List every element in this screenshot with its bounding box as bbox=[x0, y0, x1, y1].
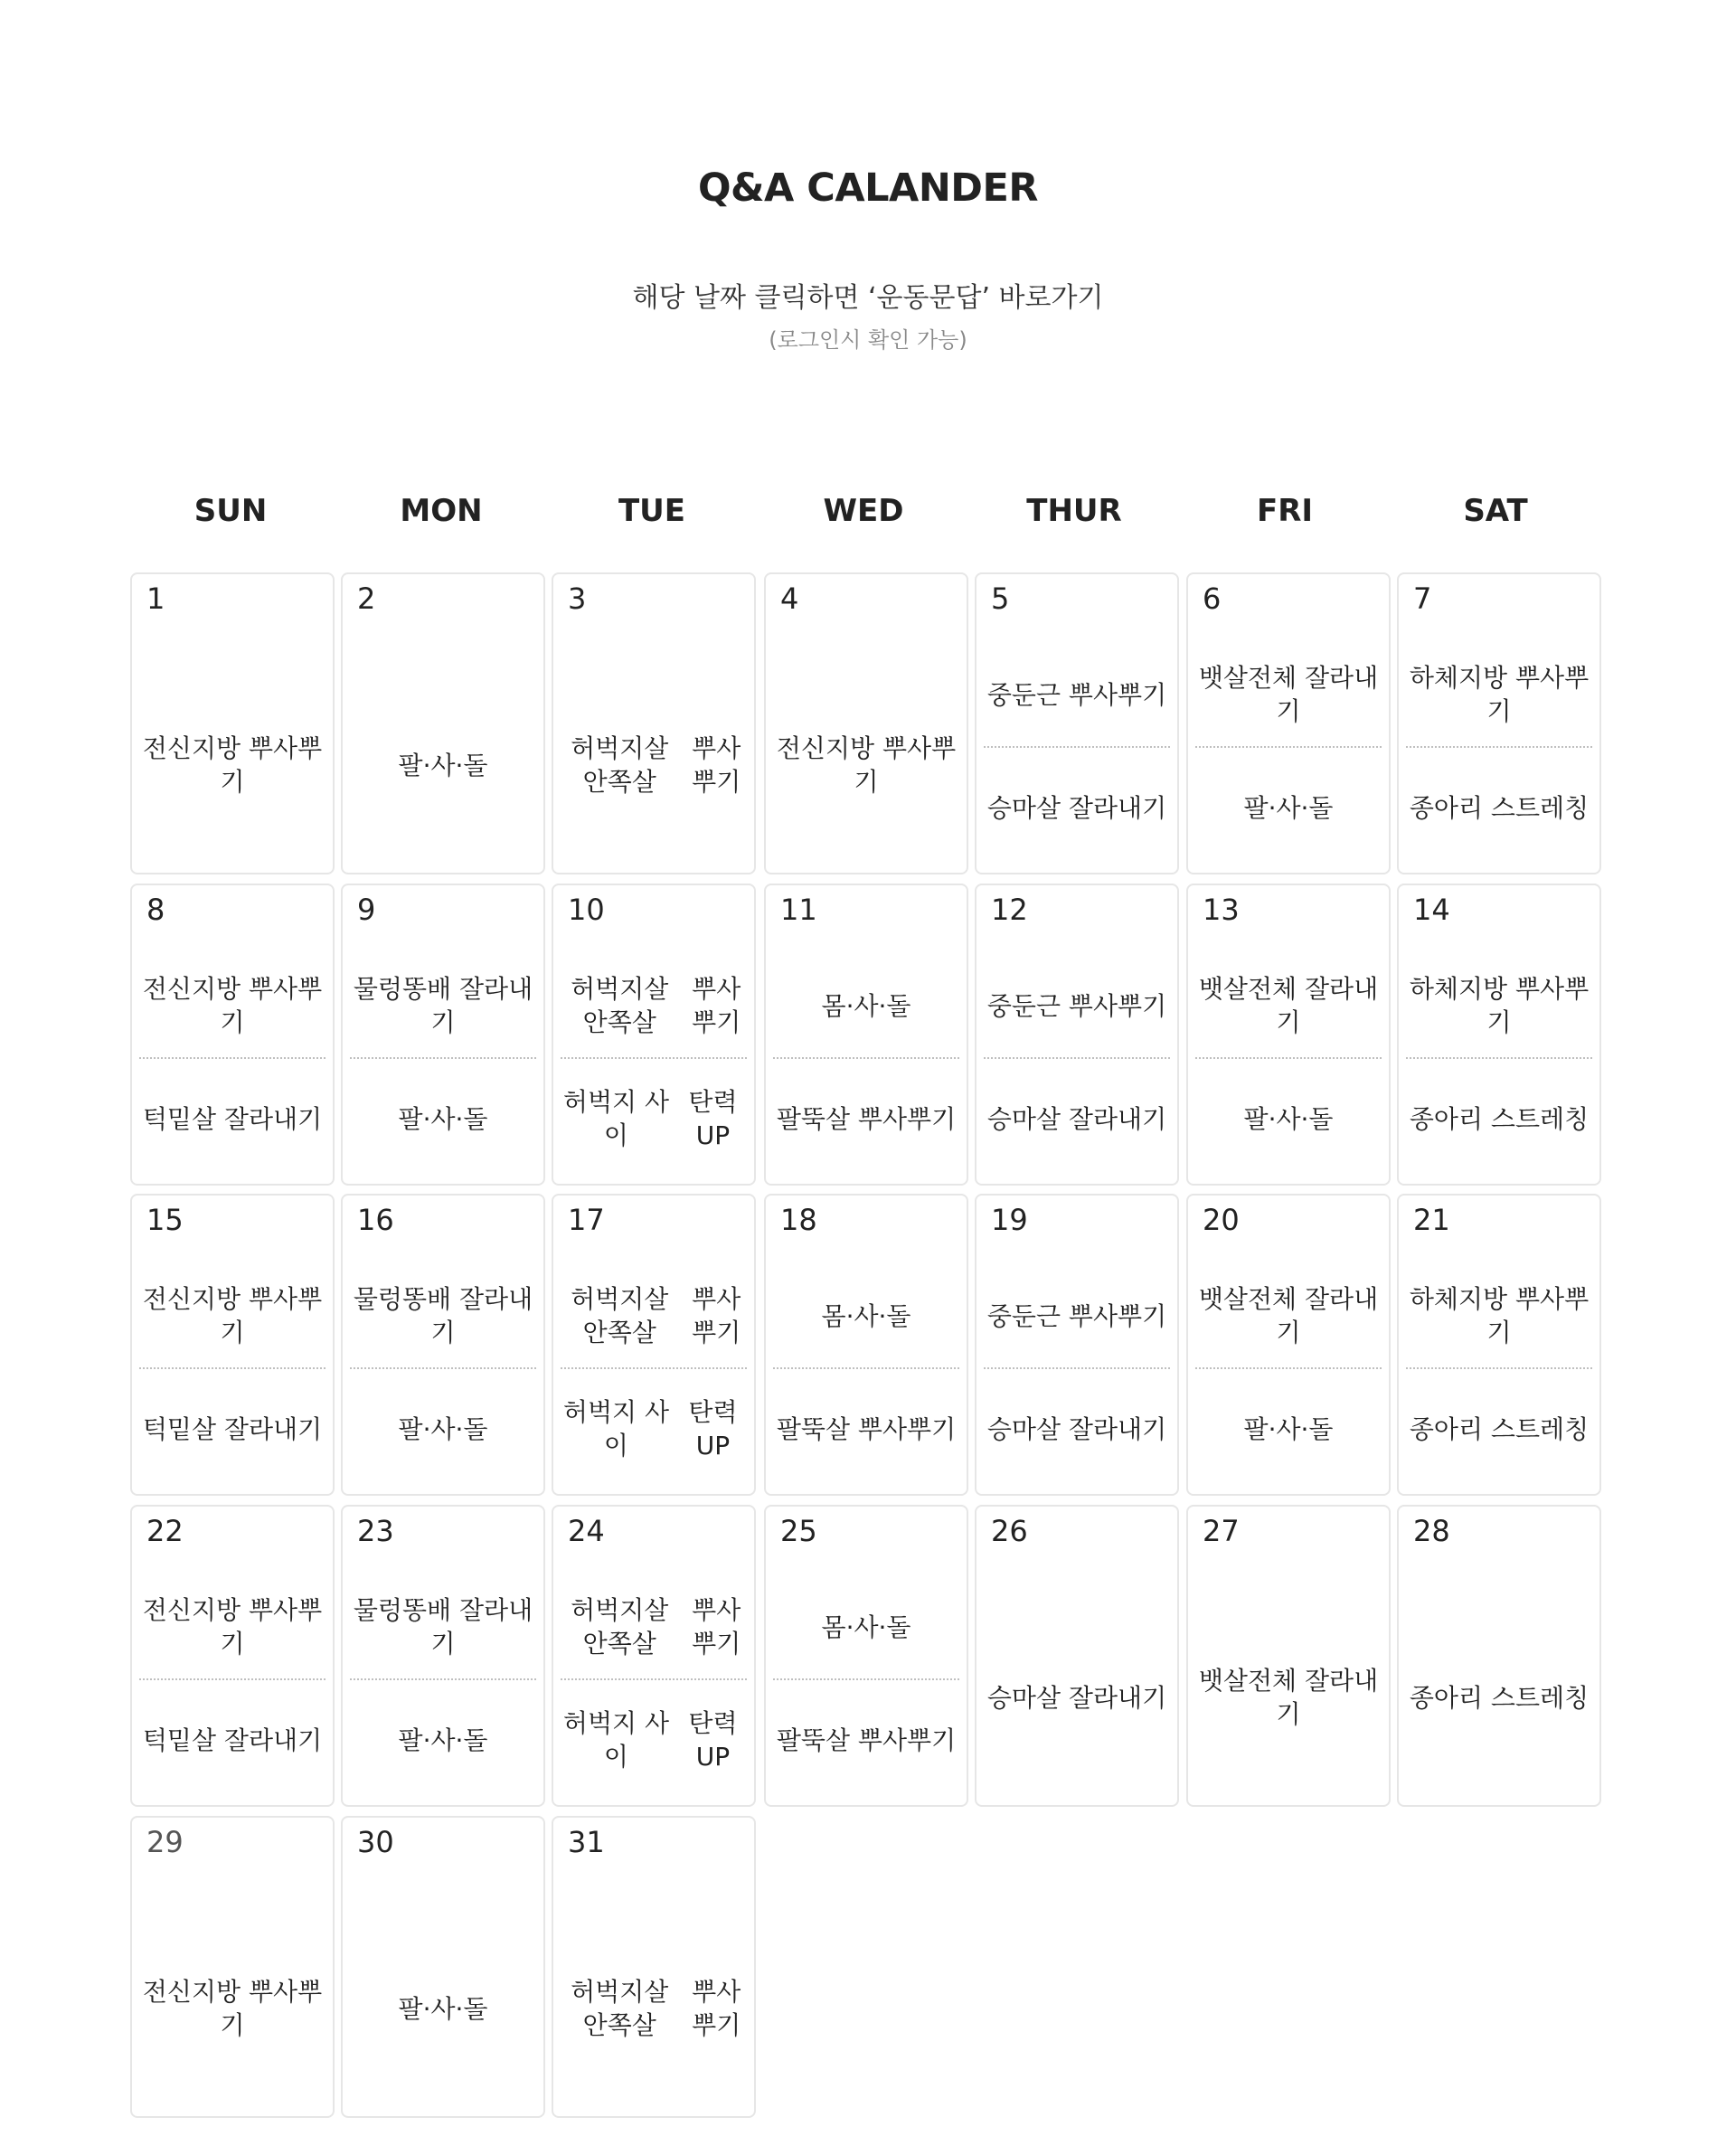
exercise-label-top: 뱃살전체 잘라내기 bbox=[1198, 1284, 1379, 1347]
page-title: Q&A CALANDER bbox=[698, 165, 1038, 211]
exercise-label-bottom: 허벅지 사이 탄력UP bbox=[562, 1087, 738, 1150]
exercise-label: 전신지방 뿌사뿌기 bbox=[142, 733, 323, 797]
exercise-label-bottom: 허벅지 사이 탄력UP bbox=[562, 1397, 738, 1460]
exercise-label: 뱃살전체 잘라내기 bbox=[1198, 1666, 1379, 1729]
exercise-label-top: 물렁똥배 잘라내기 bbox=[353, 974, 533, 1037]
day-number: 16 bbox=[357, 1203, 394, 1237]
dotted-divider bbox=[1406, 746, 1592, 748]
calendar-day-24[interactable] bbox=[552, 1505, 756, 1807]
calendar-day-15[interactable] bbox=[130, 1194, 335, 1496]
exercise-label-top: 뱃살전체 잘라내기 bbox=[1198, 974, 1379, 1037]
dotted-divider bbox=[773, 1367, 959, 1369]
calendar-day-16[interactable] bbox=[341, 1194, 545, 1496]
weekday-mon: MON bbox=[400, 493, 483, 529]
exercise-label-bottom: 팔·사·돌 bbox=[398, 1103, 488, 1134]
exercise-label-bottom: 팔·사·돌 bbox=[398, 1725, 488, 1755]
day-number: 2 bbox=[357, 581, 376, 616]
day-number: 28 bbox=[1413, 1514, 1450, 1548]
dotted-divider bbox=[1195, 746, 1382, 748]
calendar-day-21[interactable] bbox=[1397, 1194, 1601, 1496]
exercise-label-top: 하체지방 뿌사뿌기 bbox=[1409, 1284, 1590, 1347]
weekday-sat: SAT bbox=[1463, 493, 1528, 529]
day-number: 14 bbox=[1413, 893, 1450, 927]
day-number: 23 bbox=[357, 1514, 394, 1548]
calendar-day-3[interactable] bbox=[552, 572, 756, 874]
day-number: 31 bbox=[568, 1825, 605, 1859]
calendar-day-9[interactable] bbox=[341, 884, 545, 1186]
dotted-divider bbox=[561, 1057, 747, 1059]
calendar-day-31[interactable] bbox=[552, 1816, 756, 2118]
dotted-divider bbox=[350, 1678, 536, 1680]
day-number: 20 bbox=[1203, 1203, 1240, 1237]
weekday-tue: TUE bbox=[618, 493, 686, 529]
dotted-divider bbox=[350, 1057, 536, 1059]
exercise-label: 허벅지살 안쪽살 뿌사뿌기 bbox=[571, 1977, 741, 2040]
day-number: 12 bbox=[991, 893, 1028, 927]
calendar-day-12[interactable] bbox=[975, 884, 1179, 1186]
dotted-divider bbox=[1406, 1057, 1592, 1059]
dotted-divider bbox=[773, 1678, 959, 1680]
exercise-label-top: 몸·사·돌 bbox=[821, 1300, 911, 1331]
exercise-label-top: 중둔근 뿌사뿌기 bbox=[986, 679, 1167, 710]
calendar-day-25[interactable] bbox=[764, 1505, 968, 1807]
calendar-day-20[interactable] bbox=[1186, 1194, 1391, 1496]
calendar-day-8[interactable] bbox=[130, 884, 335, 1186]
dotted-divider bbox=[984, 1057, 1170, 1059]
dotted-divider bbox=[984, 1367, 1170, 1369]
day-number: 21 bbox=[1413, 1203, 1450, 1237]
exercise-label-bottom: 종아리 스트레칭 bbox=[1409, 1413, 1590, 1444]
exercise-label: 전신지방 뿌사뿌기 bbox=[142, 1977, 323, 2040]
day-number: 4 bbox=[780, 581, 799, 616]
exercise-label-top: 전신지방 뿌사뿌기 bbox=[142, 1284, 323, 1347]
dotted-divider bbox=[561, 1367, 747, 1369]
dotted-divider bbox=[139, 1678, 326, 1680]
calendar-day-29[interactable] bbox=[130, 1816, 335, 2118]
exercise-label-bottom: 승마살 잘라내기 bbox=[986, 792, 1167, 823]
exercise-label-bottom: 팔·사·돌 bbox=[1243, 792, 1334, 823]
calendar-day-28[interactable] bbox=[1397, 1505, 1601, 1807]
day-number: 19 bbox=[991, 1203, 1028, 1237]
day-number: 3 bbox=[568, 581, 587, 616]
weekday-fri: FRI bbox=[1256, 493, 1314, 529]
exercise-label-top: 중둔근 뿌사뿌기 bbox=[986, 1300, 1167, 1331]
weekday-thur: THUR bbox=[1026, 493, 1122, 529]
day-number: 27 bbox=[1203, 1514, 1240, 1548]
calendar-day-17[interactable] bbox=[552, 1194, 756, 1496]
day-number: 29 bbox=[146, 1825, 184, 1859]
dotted-divider bbox=[1195, 1367, 1382, 1369]
weekday-wed: WED bbox=[823, 493, 904, 529]
calendar-day-10[interactable] bbox=[552, 884, 756, 1186]
day-number: 18 bbox=[780, 1203, 817, 1237]
calendar-day-5[interactable] bbox=[975, 572, 1179, 874]
calendar-day-26[interactable] bbox=[975, 1505, 1179, 1807]
page-subtitle: 해당 날짜 클릭하면 ‘운동문답’ 바로가기 bbox=[632, 282, 1104, 314]
exercise-label: 승마살 잘라내기 bbox=[986, 1682, 1167, 1713]
exercise-label-bottom: 팔·사·돌 bbox=[1243, 1413, 1334, 1444]
dotted-divider bbox=[350, 1367, 536, 1369]
exercise-label-top: 하체지방 뿌사뿌기 bbox=[1409, 663, 1590, 726]
day-number: 10 bbox=[568, 893, 605, 927]
day-number: 25 bbox=[780, 1514, 817, 1548]
day-number: 6 bbox=[1203, 581, 1222, 616]
day-number: 11 bbox=[780, 893, 817, 927]
login-note: (로그인시 확인 가능) bbox=[769, 327, 967, 353]
day-number: 9 bbox=[357, 893, 376, 927]
day-number: 7 bbox=[1413, 581, 1432, 616]
exercise-label-top: 전신지방 뿌사뿌기 bbox=[142, 974, 323, 1037]
calendar-day-19[interactable] bbox=[975, 1194, 1179, 1496]
exercise-label-bottom: 승마살 잘라내기 bbox=[986, 1413, 1167, 1444]
day-number: 24 bbox=[568, 1514, 605, 1548]
exercise-label-top: 몸·사·돌 bbox=[821, 1611, 911, 1642]
exercise-label-bottom: 팔뚝살 뿌사뿌기 bbox=[776, 1413, 957, 1444]
day-number: 1 bbox=[146, 581, 165, 616]
calendar-day-14[interactable] bbox=[1397, 884, 1601, 1186]
calendar-day-22[interactable] bbox=[130, 1505, 335, 1807]
exercise-label-bottom: 허벅지 사이 탄력UP bbox=[562, 1708, 738, 1772]
exercise-label-top: 하체지방 뿌사뿌기 bbox=[1409, 974, 1590, 1037]
day-number: 30 bbox=[357, 1825, 394, 1859]
exercise-label-bottom: 승마살 잘라내기 bbox=[986, 1103, 1167, 1134]
calendar-day-7[interactable] bbox=[1397, 572, 1601, 874]
exercise-label: 허벅지살 안쪽살 뿌사뿌기 bbox=[571, 733, 741, 797]
exercise-label: 전신지방 뿌사뿌기 bbox=[776, 733, 957, 797]
exercise-label: 팔·사·돌 bbox=[398, 750, 488, 780]
exercise-label-bottom: 종아리 스트레칭 bbox=[1409, 792, 1590, 823]
exercise-label: 팔·사·돌 bbox=[398, 1993, 488, 2024]
weekday-sun: SUN bbox=[193, 493, 268, 529]
calendar-day-27[interactable] bbox=[1186, 1505, 1391, 1807]
day-number: 22 bbox=[146, 1514, 184, 1548]
exercise-label-bottom: 턱밑살 잘라내기 bbox=[142, 1725, 323, 1755]
exercise-label-top: 허벅지살 안쪽살 뿌사뿌기 bbox=[571, 1284, 741, 1347]
day-number: 15 bbox=[146, 1203, 184, 1237]
exercise-label-bottom: 팔뚝살 뿌사뿌기 bbox=[776, 1725, 957, 1755]
exercise-label-bottom: 팔·사·돌 bbox=[398, 1413, 488, 1444]
exercise-label-top: 허벅지살 안쪽살 뿌사뿌기 bbox=[571, 1595, 741, 1659]
dotted-divider bbox=[1195, 1057, 1382, 1059]
calendar-day-11[interactable] bbox=[764, 884, 968, 1186]
exercise-label-top: 허벅지살 안쪽살 뿌사뿌기 bbox=[571, 974, 741, 1037]
exercise-label-bottom: 턱밑살 잘라내기 bbox=[142, 1103, 323, 1134]
calendar-day-23[interactable] bbox=[341, 1505, 545, 1807]
dotted-divider bbox=[139, 1367, 326, 1369]
calendar-day-18[interactable] bbox=[764, 1194, 968, 1496]
dotted-divider bbox=[1406, 1367, 1592, 1369]
calendar-day-13[interactable] bbox=[1186, 884, 1391, 1186]
dotted-divider bbox=[561, 1678, 747, 1680]
dotted-divider bbox=[139, 1057, 326, 1059]
exercise-label-top: 물렁똥배 잘라내기 bbox=[353, 1595, 533, 1659]
exercise-label-bottom: 팔·사·돌 bbox=[1243, 1103, 1334, 1134]
exercise-label-top: 전신지방 뿌사뿌기 bbox=[142, 1595, 323, 1659]
calendar-day-2[interactable] bbox=[341, 572, 545, 874]
dotted-divider bbox=[773, 1057, 959, 1059]
dotted-divider bbox=[984, 746, 1170, 748]
day-number: 17 bbox=[568, 1203, 605, 1237]
day-number: 26 bbox=[991, 1514, 1028, 1548]
exercise-label-top: 몸·사·돌 bbox=[821, 990, 911, 1021]
exercise-label-bottom: 턱밑살 잘라내기 bbox=[142, 1413, 323, 1444]
calendar-day-30[interactable] bbox=[341, 1816, 545, 2118]
day-number: 5 bbox=[991, 581, 1010, 616]
exercise-label: 종아리 스트레칭 bbox=[1409, 1682, 1590, 1713]
exercise-label-top: 뱃살전체 잘라내기 bbox=[1198, 663, 1379, 726]
calendar-day-6[interactable] bbox=[1186, 572, 1391, 874]
exercise-label-bottom: 종아리 스트레칭 bbox=[1409, 1103, 1590, 1134]
day-number: 8 bbox=[146, 893, 165, 927]
day-number: 13 bbox=[1203, 893, 1240, 927]
exercise-label-bottom: 팔뚝살 뿌사뿌기 bbox=[776, 1103, 957, 1134]
calendar-day-4[interactable] bbox=[764, 572, 968, 874]
exercise-label-top: 물렁똥배 잘라내기 bbox=[353, 1284, 533, 1347]
exercise-label-top: 중둔근 뿌사뿌기 bbox=[986, 990, 1167, 1021]
calendar-day-1[interactable] bbox=[130, 572, 335, 874]
